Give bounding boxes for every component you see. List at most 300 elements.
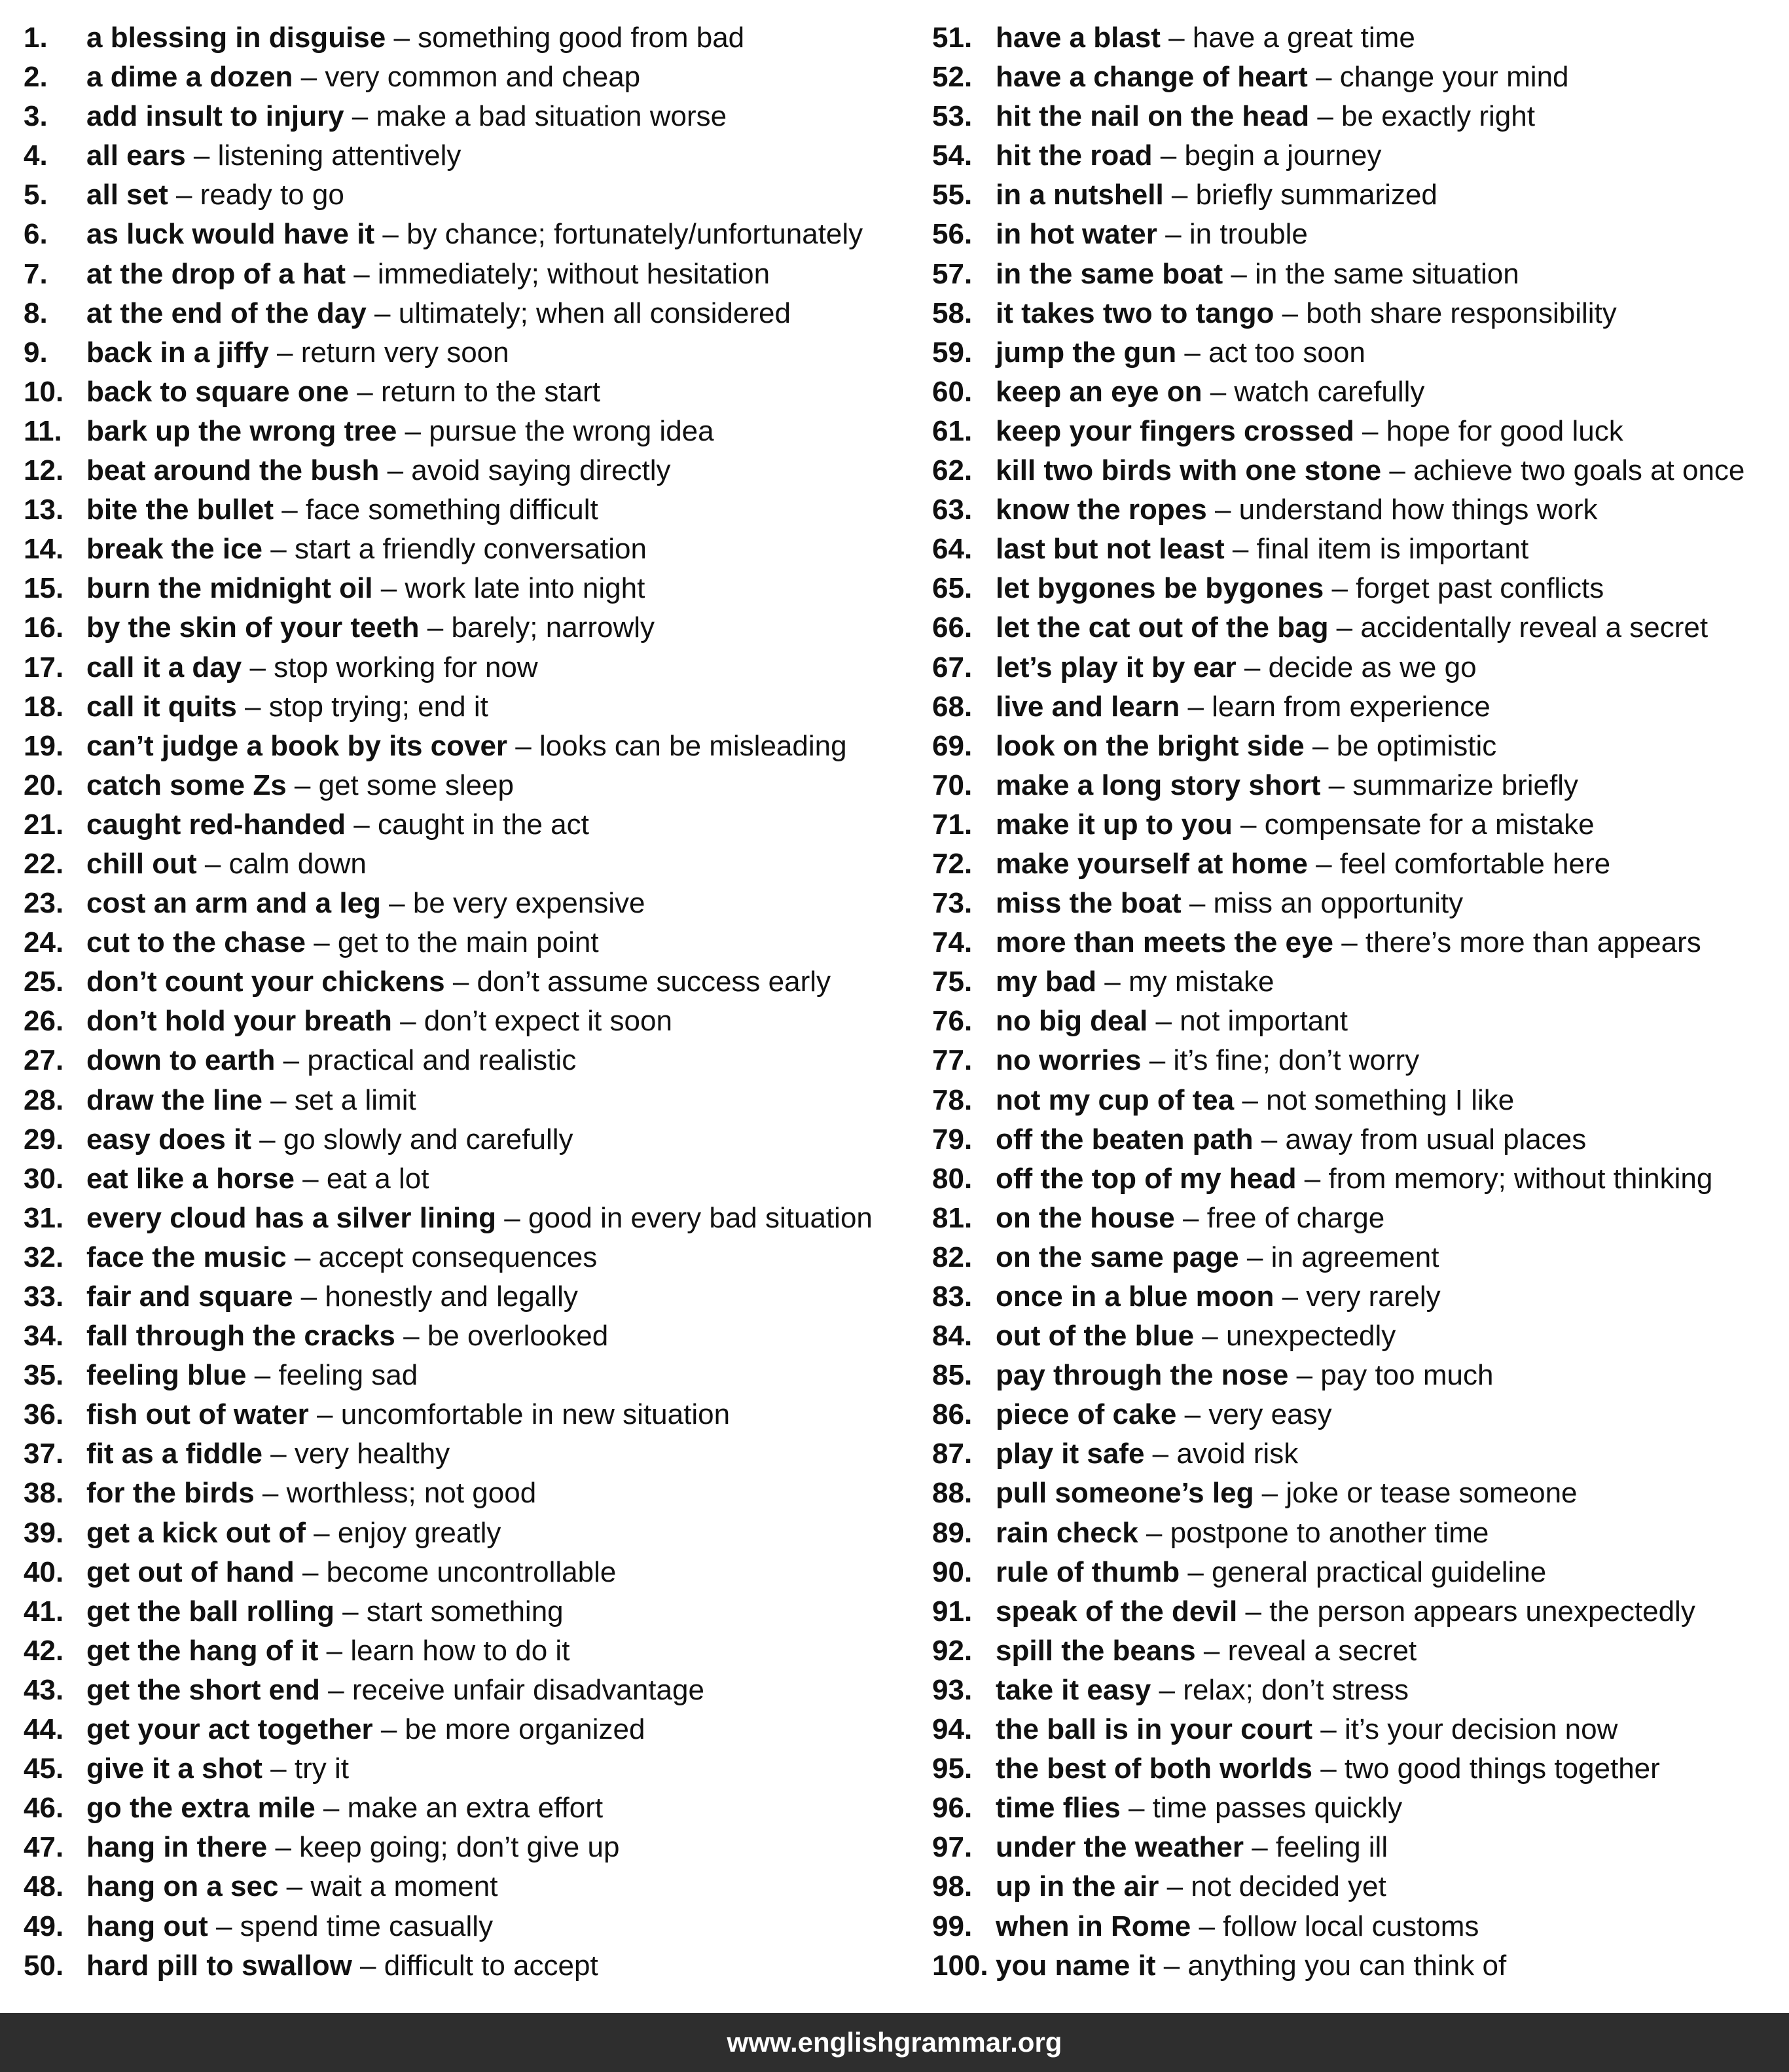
separator-dash: – [196,847,229,880]
idiom-meaning: watch carefully [1234,375,1425,408]
item-number: 49. [24,1910,64,1942]
idiom-meaning: eat a lot [326,1162,429,1195]
idiom-text [996,58,1569,97]
idiom-meaning: compensate for a mistake [1264,808,1595,841]
idiom-item [932,1514,1783,1553]
idiom-meaning: it’s fine; don’t worry [1173,1044,1420,1077]
item-number: 28. [24,1083,64,1116]
separator-dash: – [294,1162,327,1195]
idiom-phrase: add insult to injury [86,100,344,133]
item-number: 22. [24,847,64,880]
item-number: 2. [24,61,48,94]
idiom-item [932,608,1783,647]
idiom-phrase: time flies [996,1792,1121,1825]
idiom-item [932,727,1783,766]
idiom-meaning: by chance; fortunately/unfortunately [407,218,863,251]
idiom-item [24,1867,914,1906]
idiom-phrase: let bygones be bygones [996,572,1324,605]
separator-dash: – [379,454,412,487]
idiom-meaning: act too soon [1208,336,1365,369]
idiom-meaning: get to the main point [337,926,599,959]
separator-dash: – [293,61,325,94]
idiom-text [86,648,538,687]
separator-dash: – [278,1870,311,1903]
idiom-phrase: burn the midnight oil [86,572,373,605]
separator-dash: – [268,336,301,369]
idiom-meaning: very common and cheap [325,61,641,94]
idiom-text [996,766,1578,805]
item-number: 4. [24,139,48,172]
idiom-item [24,18,914,58]
idiom-phrase: the ball is in your court [996,1713,1313,1746]
item-number: 95. [932,1753,973,1785]
separator-dash: – [346,257,378,290]
idiom-item [24,175,914,215]
item-number: 48. [24,1870,64,1903]
separator-dash: – [1304,729,1337,762]
idiom-phrase: hit the nail on the head [996,100,1310,133]
idiom-text [86,412,714,451]
item-number: 65. [932,572,973,605]
idiom-meaning: forget past conflicts [1356,572,1604,605]
idiom-item [932,1120,1783,1159]
idiom-meaning: face something difficult [305,494,598,526]
item-number: 94. [932,1713,973,1746]
idiom-meaning: not decided yet [1191,1870,1386,1903]
idiom-meaning: anything you can think of [1187,1949,1507,1982]
idiom-text [996,451,1744,490]
idiom-meaning: unexpectedly [1225,1320,1396,1353]
idiom-item [932,1199,1783,1238]
idiom-meaning: calm down [228,847,367,880]
idiom-item [24,1002,914,1041]
separator-dash: – [386,22,418,54]
separator-dash: – [208,1910,240,1942]
idiom-phrase: when in Rome [996,1910,1191,1942]
item-number: 6. [24,218,48,251]
separator-dash: – [1144,1438,1177,1470]
idiom-meaning: wait a moment [310,1870,498,1903]
idiom-meaning: hope for good luck [1386,414,1623,447]
idiom-item [24,1828,914,1867]
idiom-phrase: know the ropes [996,494,1207,526]
idiom-text [996,608,1708,647]
idiom-item [932,1277,1783,1317]
idiom-meaning: stop working for now [274,651,538,683]
idiom-meaning: in the same situation [1255,257,1519,290]
idiom-text [86,1395,730,1434]
idiom-item [932,1671,1783,1710]
idiom-phrase: for the birds [86,1477,255,1510]
item-number: 17. [24,651,64,683]
idiom-meaning: start something [366,1595,564,1627]
idiom-item [24,1592,914,1631]
separator-dash: – [349,375,381,408]
idiom-text [996,1867,1386,1906]
idiom-phrase: every cloud has a silver lining [86,1201,497,1234]
idiom-text [86,1199,873,1238]
idiom-phrase: more than meets the eye [996,926,1333,959]
idiom-text [996,18,1415,58]
separator-dash: – [275,1044,308,1077]
idiom-item [932,766,1783,805]
item-number: 59. [932,336,973,369]
idiom-item [24,451,914,490]
separator-dash: – [1307,847,1340,880]
idiom-text [86,136,461,175]
separator-dash: – [1381,454,1414,487]
separator-dash: – [1152,139,1185,172]
idiom-item [24,727,914,766]
item-number: 23. [24,887,64,920]
idiom-item [932,1041,1783,1080]
idiom-item [24,1671,914,1710]
item-number: 10. [24,375,64,408]
idiom-text [86,215,863,254]
idiom-phrase: get out of hand [86,1555,295,1588]
idiom-text [996,1041,1419,1080]
idiom-phrase: make yourself at home [996,847,1308,880]
idiom-item [24,1631,914,1671]
separator-dash: – [1312,1713,1345,1746]
idiom-text [86,923,599,962]
idiom-text [996,1828,1388,1867]
idiom-item [932,687,1783,727]
idiom-text [996,1946,1506,1986]
idiom-text [996,687,1491,727]
idiom-phrase: all ears [86,139,186,172]
idiom-item [932,175,1783,215]
separator-dash: – [1324,572,1356,605]
idiom-meaning: enjoy greatly [337,1516,501,1549]
item-number: 71. [932,808,973,841]
idiom-item [932,845,1783,884]
idiom-meaning: joke or tease someone [1286,1477,1578,1510]
idiom-meaning: miss an opportunity [1213,887,1464,920]
idiom-phrase: make it up to you [996,808,1233,841]
idiom-item [932,1238,1783,1277]
item-number: 61. [932,414,973,447]
idiom-text [996,1907,1479,1946]
idiom-text [86,1907,493,1946]
idiom-phrase: pull someone’s leg [996,1477,1254,1510]
idiom-phrase: speak of the devil [996,1595,1238,1627]
separator-dash: – [395,1320,427,1353]
separator-dash: – [1191,1910,1223,1942]
idiom-phrase: you name it [996,1949,1156,1982]
idiom-phrase: off the beaten path [996,1123,1254,1155]
idiom-text [86,255,770,294]
separator-dash: – [372,572,405,605]
idiom-meaning: there’s more than appears [1365,926,1701,959]
item-number: 91. [932,1595,973,1627]
idiom-meaning: both share responsibility [1306,297,1617,329]
idiom-item [932,1592,1783,1631]
separator-dash: – [1320,769,1353,801]
separator-dash: – [318,1634,351,1667]
item-number: 19. [24,729,64,762]
idiom-meaning: be very expensive [412,887,645,920]
idiom-item [932,412,1783,451]
separator-dash: – [262,1753,295,1785]
separator-dash: – [319,1673,352,1706]
idiom-item [24,255,914,294]
idiom-text [86,1041,576,1080]
separator-dash: – [380,887,413,920]
idiom-item [932,1159,1783,1199]
separator-dash: – [352,1949,384,1982]
separator-dash: – [1232,808,1265,841]
idiom-text [996,1671,1409,1710]
idiom-text [86,1749,349,1789]
idiom-item [932,1553,1783,1592]
item-number: 12. [24,454,64,487]
separator-dash: – [1274,1281,1307,1313]
idiom-item [932,884,1783,923]
idiom-item [24,136,914,175]
idiom-text [86,1946,598,1986]
idiom-item [932,136,1783,175]
idiom-text [86,490,598,530]
idiom-meaning: two good things together [1344,1753,1660,1785]
idiom-item [24,648,914,687]
idiom-phrase: get a kick out of [86,1516,306,1549]
idiom-text [86,1710,645,1749]
separator-dash: – [1254,1477,1286,1510]
idiom-meaning: difficult to accept [384,1949,598,1982]
idiom-text [86,97,727,136]
item-number: 32. [24,1241,64,1273]
idiom-phrase: give it a shot [86,1753,262,1785]
idiom-phrase: the best of both worlds [996,1753,1312,1785]
item-number: 31. [24,1201,64,1234]
idiom-text [86,1631,569,1671]
idiom-phrase: up in the air [996,1870,1159,1903]
idiom-item [24,1317,914,1356]
idiom-text [996,97,1535,136]
idiom-meaning: begin a journey [1184,139,1382,172]
idiom-meaning: in agreement [1271,1241,1439,1273]
idiom-text [996,294,1617,333]
idiom-text [996,1199,1384,1238]
item-number: 7. [24,257,48,290]
item-number: 37. [24,1438,64,1470]
separator-dash: – [262,1083,295,1116]
idiom-item [24,845,914,884]
idiom-phrase: beat around the bush [86,454,380,487]
idiom-meaning: make an extra effort [347,1792,604,1825]
item-number: 76. [932,1005,973,1038]
idiom-phrase: don’t count your chickens [86,966,445,998]
separator-dash: – [274,494,306,526]
idiom-item [24,1199,914,1238]
idiom-phrase: a blessing in disguise [86,22,386,54]
idiom-phrase: bark up the wrong tree [86,414,397,447]
idiom-meaning: general practical guideline [1212,1555,1547,1588]
separator-dash: – [1163,179,1196,211]
idiom-text [996,1159,1712,1199]
idiom-phrase: eat like a horse [86,1162,295,1195]
idiom-text [86,962,831,1002]
item-number: 42. [24,1634,64,1667]
item-number: 77. [932,1044,973,1077]
idiom-item [24,215,914,254]
idiom-phrase: keep your fingers crossed [996,414,1354,447]
item-number: 82. [932,1241,973,1273]
idiom-phrase: play it safe [996,1438,1145,1470]
item-number: 85. [932,1359,973,1392]
idiom-meaning: don’t assume success early [477,966,831,998]
idiom-phrase: call it a day [86,651,242,683]
separator-dash: – [1096,966,1129,998]
idiom-phrase: my bad [996,966,1097,998]
item-number: 92. [932,1634,973,1667]
idiom-text [996,1514,1489,1553]
item-number: 72. [932,847,973,880]
separator-dash: – [236,690,269,723]
idiom-text [86,845,367,884]
idiom-text [86,687,488,727]
idiom-text [86,1120,573,1159]
idiom-item [24,373,914,412]
idiom-phrase: easy does it [86,1123,251,1155]
separator-dash: – [1155,1949,1188,1982]
idiom-phrase: rule of thumb [996,1555,1180,1588]
separator-dash: – [1238,1241,1271,1273]
idiom-text [996,215,1308,254]
idiom-meaning: worthless; not good [286,1477,537,1510]
idiom-phrase: make a long story short [996,769,1321,801]
idiom-item [24,1789,914,1828]
idiom-text [996,1081,1514,1120]
idiom-text [86,608,655,647]
item-number: 90. [932,1555,973,1588]
item-number: 29. [24,1123,64,1155]
item-number: 73. [932,887,973,920]
idiom-meaning: looks can be misleading [539,729,847,762]
item-number: 87. [932,1438,973,1470]
item-number: 81. [932,1201,973,1234]
idiom-phrase: out of the blue [996,1320,1195,1353]
idiom-text [996,805,1595,845]
separator-dash: – [444,966,477,998]
idiom-phrase: piece of cake [996,1398,1177,1431]
idiom-phrase: down to earth [86,1044,276,1077]
idiom-text [996,1317,1396,1356]
item-number: 75. [932,966,973,998]
idiom-item [24,1081,914,1120]
item-number: 68. [932,690,973,723]
idiom-item [932,294,1783,333]
separator-dash: – [1333,926,1365,959]
idiom-meaning: ultimately; when all considered [398,297,791,329]
idiom-phrase: rain check [996,1516,1138,1549]
idiom-text [996,1356,1493,1395]
idiom-meaning: make a bad situation worse [376,100,727,133]
idiom-phrase: call it quits [86,690,237,723]
idiom-meaning: practical and realistic [307,1044,577,1077]
idiom-meaning: postpone to another time [1170,1516,1489,1549]
idiom-item [932,1710,1783,1749]
idiom-meaning: final item is important [1256,533,1529,566]
idiom-text [996,1631,1417,1671]
idiom-meaning: briefly summarized [1195,179,1437,211]
item-number: 53. [932,100,973,133]
idiom-phrase: no big deal [996,1005,1148,1038]
idiom-meaning: avoid risk [1176,1438,1299,1470]
idiom-text [86,1002,672,1041]
idiom-meaning: relax; don’t stress [1183,1673,1409,1706]
item-number: 93. [932,1673,973,1706]
idiom-item [932,333,1783,373]
separator-dash: – [254,1477,287,1510]
item-number: 52. [932,61,973,94]
item-number: 3. [24,100,48,133]
idiom-phrase: hang out [86,1910,208,1942]
separator-dash: – [346,808,378,841]
idiom-meaning: something good from bad [418,22,745,54]
idiom-meaning: barely; narrowly [451,611,655,644]
idiom-meaning: very rarely [1306,1281,1441,1313]
idiom-text [996,962,1274,1002]
idiom-item [932,1317,1783,1356]
idiom-phrase: fish out of water [86,1398,309,1431]
idiom-phrase: hard pill to swallow [86,1949,352,1982]
idiom-item [24,766,914,805]
idiom-text [86,294,791,333]
idiom-text [996,490,1598,530]
idiom-item [24,490,914,530]
idiom-item [932,1474,1783,1513]
idiom-item [24,333,914,373]
idiom-phrase: miss the boat [996,887,1182,920]
idiom-item [24,1553,914,1592]
idiom-phrase: fair and square [86,1281,293,1313]
idiom-item [24,1907,914,1946]
idiom-meaning: honestly and legally [325,1281,578,1313]
item-number: 97. [932,1831,973,1864]
separator-dash: – [1328,611,1361,644]
idiom-meaning: it’s your decision now [1345,1713,1618,1746]
idiom-meaning: learn from experience [1212,690,1491,723]
separator-dash: – [1243,1831,1276,1864]
separator-dash: – [1176,336,1209,369]
idiom-phrase: hit the road [996,139,1153,172]
idiom-meaning: be more organized [405,1713,645,1746]
idiom-text [996,1277,1441,1317]
idiom-phrase: feeling blue [86,1359,247,1392]
idiom-text [996,1002,1348,1041]
idiom-item [24,569,914,608]
idiom-phrase: get the short end [86,1673,320,1706]
idiom-text [86,1553,616,1592]
item-number: 78. [932,1083,973,1116]
idiom-phrase: let’s play it by ear [996,651,1237,683]
idiom-meaning: achieve two goals at once [1413,454,1745,487]
idiom-item [932,1434,1783,1474]
idiom-phrase: catch some Zs [86,769,287,801]
idiom-phrase: in the same boat [996,257,1223,290]
item-number: 8. [24,297,48,329]
idiom-phrase: look on the bright side [996,729,1305,762]
idiom-item [24,1749,914,1789]
idiom-phrase: keep an eye on [996,375,1202,408]
item-number: 84. [932,1320,973,1353]
idiom-meaning: work late into night [405,572,645,605]
idiom-meaning: very easy [1208,1398,1332,1431]
item-number: 20. [24,769,64,801]
idiom-phrase: break the ice [86,533,263,566]
